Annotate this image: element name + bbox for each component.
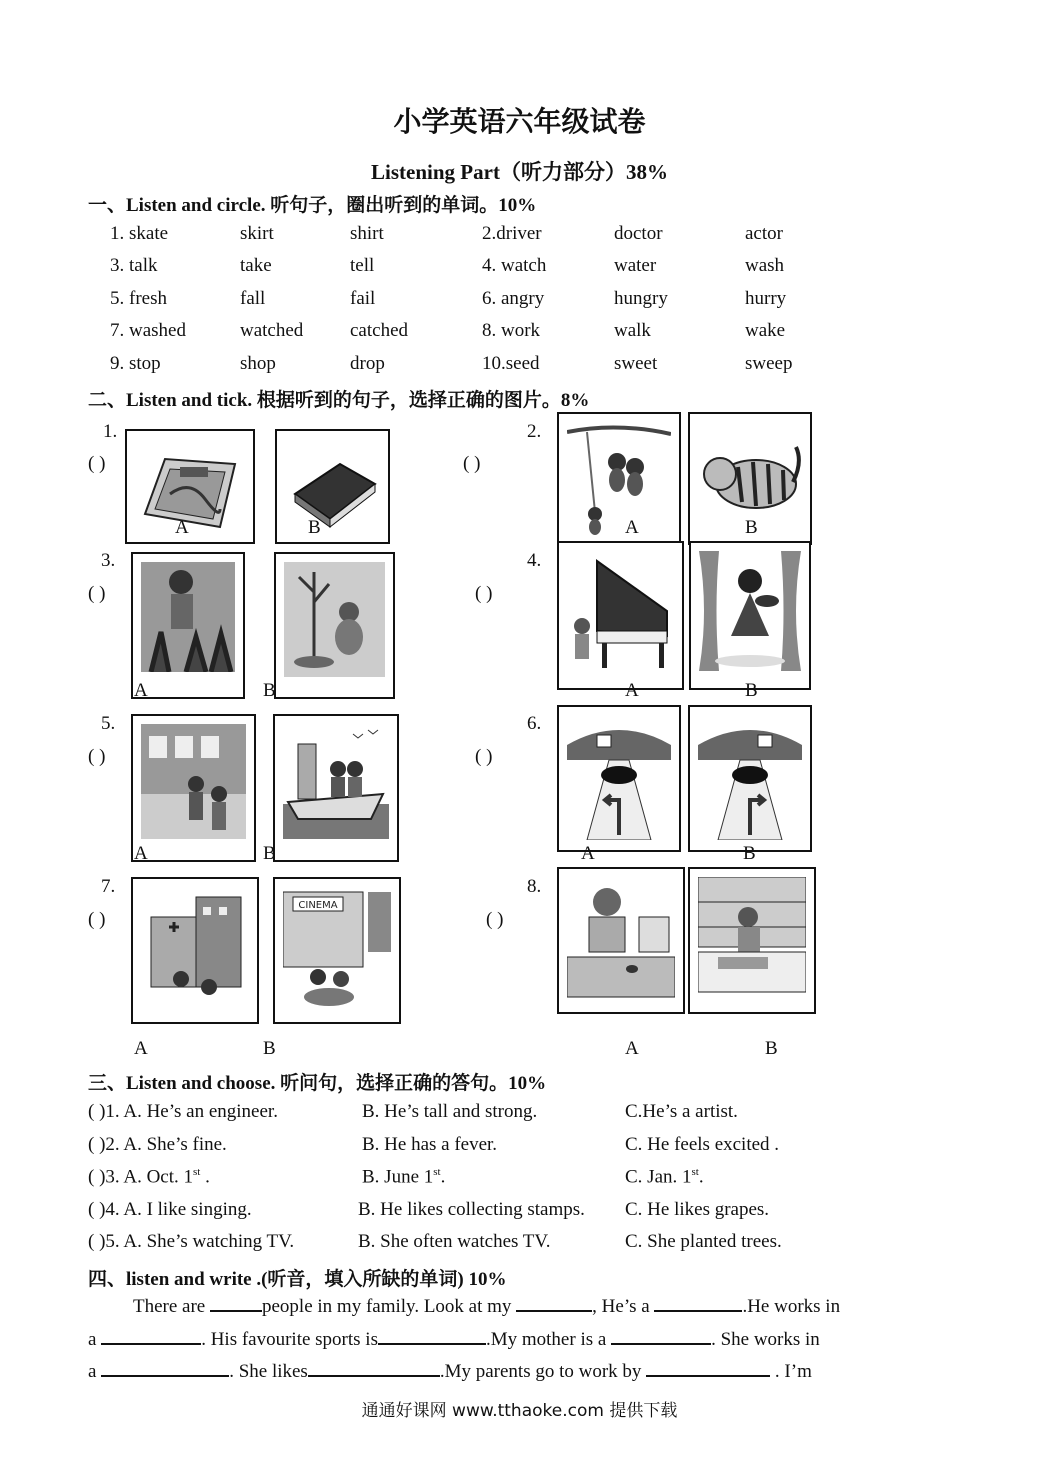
q5-label-b: B xyxy=(263,843,276,864)
q8-label-b: B xyxy=(765,1038,778,1059)
cloze-blank-3[interactable] xyxy=(654,1296,742,1312)
circle-word[interactable]: sweet xyxy=(614,353,658,374)
cloze-blank-7[interactable] xyxy=(101,1361,229,1377)
q3-picture-b[interactable] xyxy=(274,552,395,699)
circle-word[interactable]: walk xyxy=(614,320,651,341)
storybook-icon xyxy=(135,439,245,534)
q1-picture-b[interactable] xyxy=(275,429,390,544)
piano-icon xyxy=(567,551,674,671)
q3-picture-a[interactable] xyxy=(131,552,245,699)
circle-word[interactable]: 8. work xyxy=(482,320,541,341)
q4-number: 4. xyxy=(527,550,542,571)
cloze-blank-5[interactable] xyxy=(378,1329,486,1345)
circle-word[interactable]: sweep xyxy=(745,353,793,374)
circle-word[interactable]: fall xyxy=(240,288,266,309)
circle-word[interactable]: catched xyxy=(350,320,409,341)
q5-picture-a[interactable] xyxy=(131,714,256,862)
q8-answer-paren: ( ) xyxy=(486,909,504,930)
q7-label-a: A xyxy=(134,1038,148,1059)
cloze-blank-8[interactable] xyxy=(308,1361,440,1377)
hospital-icon xyxy=(141,887,249,1007)
choose-q3-option-c: C. Jan. 1st. xyxy=(625,1166,704,1188)
q7-picture-a[interactable] xyxy=(131,877,259,1024)
q6-picture-a[interactable] xyxy=(557,705,681,852)
q2-picture-a[interactable] xyxy=(557,412,681,545)
q5-answer-paren: ( ) xyxy=(88,746,106,767)
violin-girl-icon xyxy=(699,551,801,671)
circle-word[interactable]: wash xyxy=(745,255,785,276)
choose-q3-option-b: B. June 1st. xyxy=(362,1166,446,1188)
q2-label-a: A xyxy=(625,517,639,538)
circle-word[interactable]: wake xyxy=(745,320,786,341)
circle-word[interactable]: watched xyxy=(240,320,304,341)
q1-number: 1. xyxy=(103,421,118,442)
choose-q4-option-b: B. He likes collecting stamps. xyxy=(358,1199,585,1220)
q1-answer-paren: ( ) xyxy=(88,453,106,474)
choose-q1-option-c: C.He’s a artist. xyxy=(625,1101,738,1122)
q6-answer-paren: ( ) xyxy=(475,746,493,767)
q5-number: 5. xyxy=(101,713,116,734)
cloze-blank-2[interactable] xyxy=(516,1296,592,1312)
q3-label-b: B xyxy=(263,680,276,701)
choose-q3: ( )3. A. Oct. 1st . xyxy=(88,1166,210,1188)
section2-heading: 二、Listen and tick. 根据听到的句子，选择正确的图片。8% xyxy=(88,390,590,411)
choose-q5-option-b: B. She often watches TV. xyxy=(358,1231,551,1252)
q6-number: 6. xyxy=(527,713,542,734)
closed-book-icon xyxy=(285,439,380,534)
cinema-sign-text: CINEMA xyxy=(298,900,338,911)
train-icon xyxy=(141,724,246,839)
circle-word[interactable]: 1. skate xyxy=(110,223,169,244)
section4-heading: 四、listen and write .(听音，填入所缺的单词) 10% xyxy=(88,1269,507,1290)
choose-q5-option-c: C. She planted trees. xyxy=(625,1231,782,1252)
page-title: 小学英语六年级试卷 xyxy=(393,105,646,138)
q7-number: 7. xyxy=(101,876,116,897)
circle-word[interactable]: 6. angry xyxy=(482,288,545,309)
section3-heading: 三、Listen and choose. 听问句，选择正确的答句。10% xyxy=(88,1073,547,1094)
q8-number: 8. xyxy=(527,876,542,897)
shop-assistant-icon xyxy=(698,877,806,1002)
car-turn-right-icon xyxy=(698,715,802,840)
circle-word[interactable]: water xyxy=(614,255,657,276)
q6-label-a: A xyxy=(581,843,595,864)
circle-word[interactable]: shirt xyxy=(350,223,384,244)
circle-word[interactable]: doctor xyxy=(614,223,663,244)
q1-label-b: B xyxy=(308,517,321,538)
q8-picture-b[interactable] xyxy=(688,867,816,1014)
car-turn-left-icon xyxy=(567,715,671,840)
q3-label-a: A xyxy=(134,680,148,701)
circle-word[interactable]: 9. stop xyxy=(110,353,161,374)
choose-q5: ( )5. A. She’s watching TV. xyxy=(88,1231,295,1252)
circle-word[interactable]: hungry xyxy=(614,288,668,309)
office-worker-icon xyxy=(567,877,675,1002)
circle-word[interactable]: fail xyxy=(350,288,376,309)
watering-flowers-icon xyxy=(141,562,235,672)
cloze-line-3: a . She likes .My parents go to work by . I’m xyxy=(88,1361,812,1382)
circle-word[interactable]: actor xyxy=(745,223,783,244)
circle-word[interactable]: shop xyxy=(240,353,276,374)
q5-picture-b[interactable] xyxy=(273,714,399,862)
choose-q4-option-c: C. He likes grapes. xyxy=(625,1199,770,1220)
q4-answer-paren: ( ) xyxy=(475,583,493,604)
ship-icon xyxy=(283,724,389,839)
choose-q4: ( )4. A. I like singing. xyxy=(88,1199,252,1220)
circle-word[interactable]: 7. washed xyxy=(110,320,186,341)
footer-source: 通通好课网 www.tthaoke.com 提供下载 xyxy=(361,1401,678,1421)
circle-word[interactable]: 3. talk xyxy=(110,255,158,276)
q8-picture-a[interactable] xyxy=(557,867,685,1014)
q6-picture-b[interactable] xyxy=(688,705,812,852)
choose-q2-option-b: B. He has a fever. xyxy=(362,1134,498,1155)
cloze-line-1: There are people in my family. Look at my , He’s a .He works in xyxy=(133,1296,841,1317)
choose-q2-option-c: C. He feels excited . xyxy=(625,1134,780,1155)
choose-q1: ( )1. A. He’s an engineer. xyxy=(88,1101,278,1122)
circle-word[interactable]: skirt xyxy=(240,223,274,244)
q4-picture-b[interactable] xyxy=(689,541,811,690)
circle-word[interactable]: drop xyxy=(350,353,385,374)
choose-q2: ( )2. A. She’s fine. xyxy=(88,1134,227,1155)
cloze-blank-9[interactable] xyxy=(646,1361,770,1377)
q8-label-a: A xyxy=(625,1038,639,1059)
q4-label-b: B xyxy=(745,680,758,701)
section1-heading: 一、Listen and circle. 听句子，圈出听到的单词。10% xyxy=(88,195,537,216)
monkeys-icon xyxy=(567,422,671,537)
circle-word[interactable]: hurry xyxy=(745,288,787,309)
circle-word[interactable]: 4. watch xyxy=(482,255,547,276)
circle-word[interactable]: tell xyxy=(350,255,375,276)
q2-number: 2. xyxy=(527,421,542,442)
page-subtitle: Listening Part（听力部分）38% xyxy=(371,160,668,184)
q4-picture-a[interactable] xyxy=(557,541,684,690)
circle-word[interactable]: take xyxy=(240,255,272,276)
cloze-blank-4[interactable] xyxy=(101,1329,201,1345)
q1-picture-a[interactable] xyxy=(125,429,255,544)
q6-label-b: B xyxy=(743,843,756,864)
q3-number: 3. xyxy=(101,550,116,571)
cloze-blank-1[interactable] xyxy=(210,1296,262,1312)
q2-label-b: B xyxy=(745,517,758,538)
circle-word[interactable]: 5. fresh xyxy=(110,288,167,309)
q7-picture-b[interactable] xyxy=(273,877,401,1024)
planting-trees-icon xyxy=(284,562,385,677)
cloze-line-2: a . His favourite sports is .My mother is a . She works in xyxy=(88,1329,820,1350)
circle-word[interactable]: 2.driver xyxy=(482,223,542,244)
q5-label-a: A xyxy=(134,843,148,864)
q4-label-a: A xyxy=(625,680,639,701)
q2-answer-paren: ( ) xyxy=(463,453,481,474)
circle-word[interactable]: 10.seed xyxy=(482,353,540,374)
cinema-icon xyxy=(283,887,391,1007)
q3-answer-paren: ( ) xyxy=(88,583,106,604)
choose-q1-option-b: B. He’s tall and strong. xyxy=(362,1101,538,1122)
q7-answer-paren: ( ) xyxy=(88,909,106,930)
cloze-blank-6[interactable] xyxy=(611,1329,711,1345)
q1-label-a: A xyxy=(175,517,189,538)
q7-label-b: B xyxy=(263,1038,276,1059)
